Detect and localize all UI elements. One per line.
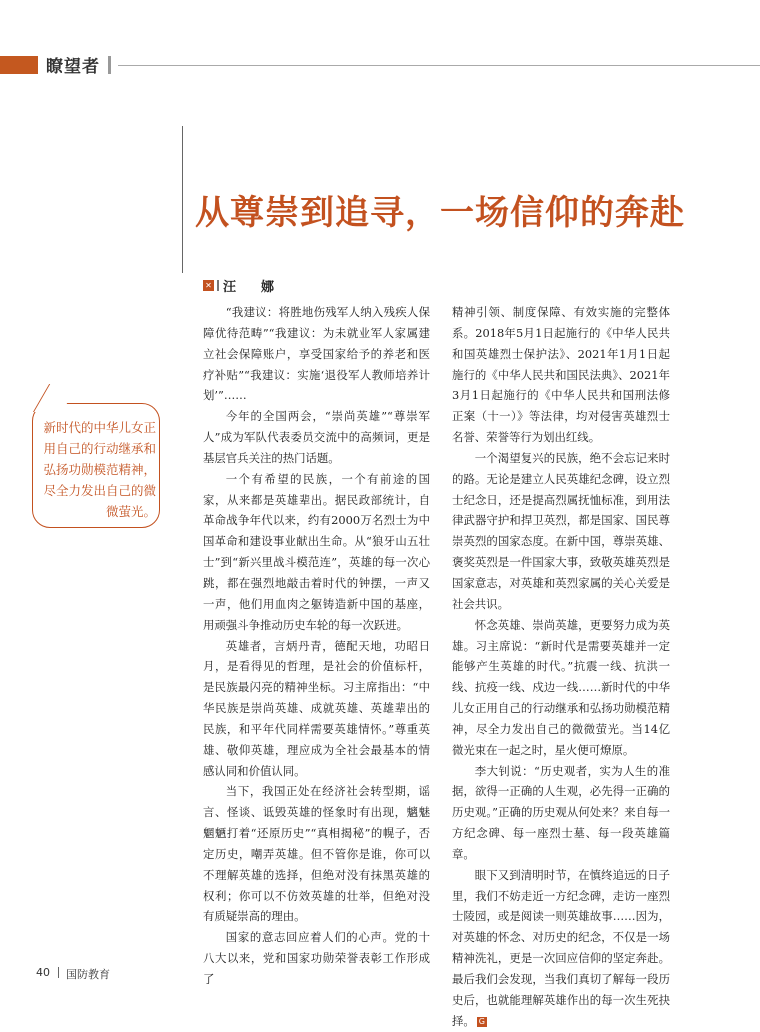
paragraph: 今年的全国两会，“崇尚英雄”“尊崇军人”成为军队代表委员交流中的高频词，更是基层官兵关注的热门话题。 [203,409,430,465]
page-number: 40 [36,966,50,979]
paragraph: 英雄者，言炳丹青，德配天地，功昭日月，是看得见的哲理，是社会的价值标杆，是民族最闪亮的精神坐标。习主席指出：“中华民族是崇尚英雄、成就英雄、英雄辈出的民族，和平年代同样需要英雄情怀。”尊重英雄、敬仰英雄，理应成为全社会最基本的情感认同和价值认同。 [203,638,430,778]
pull-quote-text: 新时代的中华儿女正用自己的行动继承和弘扬功勋模范精神，尽全力发出自己的微微萤光。 [43,420,156,519]
article-column-right [452,302,670,1032]
author-marker-icon: ✕ [203,280,214,291]
article-author: 汪 娜 [223,280,281,295]
paragraph: 怀念英雄、崇尚英雄，更要努力成为英雄。习主席说：“新时代是需要英雄并一定能够产生英雄的时代。”抗震一线、抗洪一线、抗疫一线、戍边一线……新时代的中华儿女正用自己的行动继承和弘扬功勋模范精神，尽全力发出自己的微微萤光。当14亿微光束在一起之时，星火便可燎原。 [452,617,670,757]
section-separator [108,56,111,74]
section-color-tab [0,56,38,74]
paragraph: 李大钊说：“历史观者，实为人生的准据，欲得一正确的人生观，必先得一正确的历史观。”正确的历史观从何处来？来自每一方纪念碑、每一座烈士墓、每一段英雄篇章。 [452,763,670,861]
end-mark-icon: G [478,1016,485,1026]
magazine-name: 国防教育 [66,968,110,981]
paragraph: 国家的意志回应着人们的心声。党的十八大以来，党和国家功勋荣誉表彰工作形成了 [203,930,430,986]
paragraph: 当下，我国正处在经济社会转型期，谣言、怪谈、诋毁英雄的怪象时有出现，魑魅魍魉打着“还原历史”“真相揭秘”的幌子，否定历史，嘲弄英雄。但不管你是谁，你可以不理解英雄的选择，但绝对没有抹黑英雄的权利；你可以不仿效英雄的壮举，但绝对没有质疑崇高的理由。 [203,784,430,924]
paragraph-text: 眼下又到清明时节，在慎终追远的日子里，我们不妨走近一方纪念碑，走访一座烈士陵园，或是阅读一则英雄故事……因为，对英雄的怀念、对历史的纪念，不仅是一场精神洗礼，更是一次回应信仰的坚定奔赴。最后我们会发现，当我们真切了解每一段历史后，也就能理解英雄作出的每一次生死抉择。 [452,867,670,1028]
paragraph-continued: 精神引领、制度保障、有效实施的完整体系。2018年5月1日起施行的《中华人民共和国英雄烈士保护法》、2021年1月1日起施行的《中华人民共和国民法典》、2021年3月1日起施行的《中华人民共和国刑法修正案（十一）》等法律，均对侵害英雄烈士名誉、荣誉等行为划出红线。 [452,305,670,445]
footer-separator [58,967,59,978]
paragraph: 一个渴望复兴的民族，绝不会忘记来时的路。无论是建立人民英雄纪念碑，设立烈士纪念日，还是提高烈属抚恤标准，到用法律武器守护和捍卫英烈，都是国家、国民尊崇英烈的国家态度。在新中国，尊崇英雄、褒奖英烈是一件国家大事，致敬英雄英烈是国家意志，对英雄和英烈家属的关心关爱是社会共识。 [452,450,670,611]
section-title: 瞭望者 [46,57,100,77]
article-column-left [203,302,430,990]
paragraph: 一个有希望的民族，一个有前途的国家，从来都是英雄辈出。据民政部统计，自革命战争年代以来，约有2000万名烈士为中国革命和建设事业献出生命。从“狼牙山五壮士”到“新兴里战斗模范连”，英雄的每一次心跳，都在强烈地敲击着时代的钟摆，一声又一声，他们用血肉之躯铸造新中国的基座，用顽强斗争推动历史车轮的每一次跃进。 [203,471,430,632]
article-title: 从尊崇到追寻，一场信仰的奔赴 [195,193,685,233]
author-separator [217,280,219,291]
paragraph: “我建议：将胜地伤残军人纳入残疾人保障优待范畴”“我建议：为未就业军人家属建立社会保障账户，享受国家给予的养老和医疗补贴”“我建议：实施‘退役军人教师培养计划’”…… [203,305,430,403]
header-rule [118,65,760,66]
